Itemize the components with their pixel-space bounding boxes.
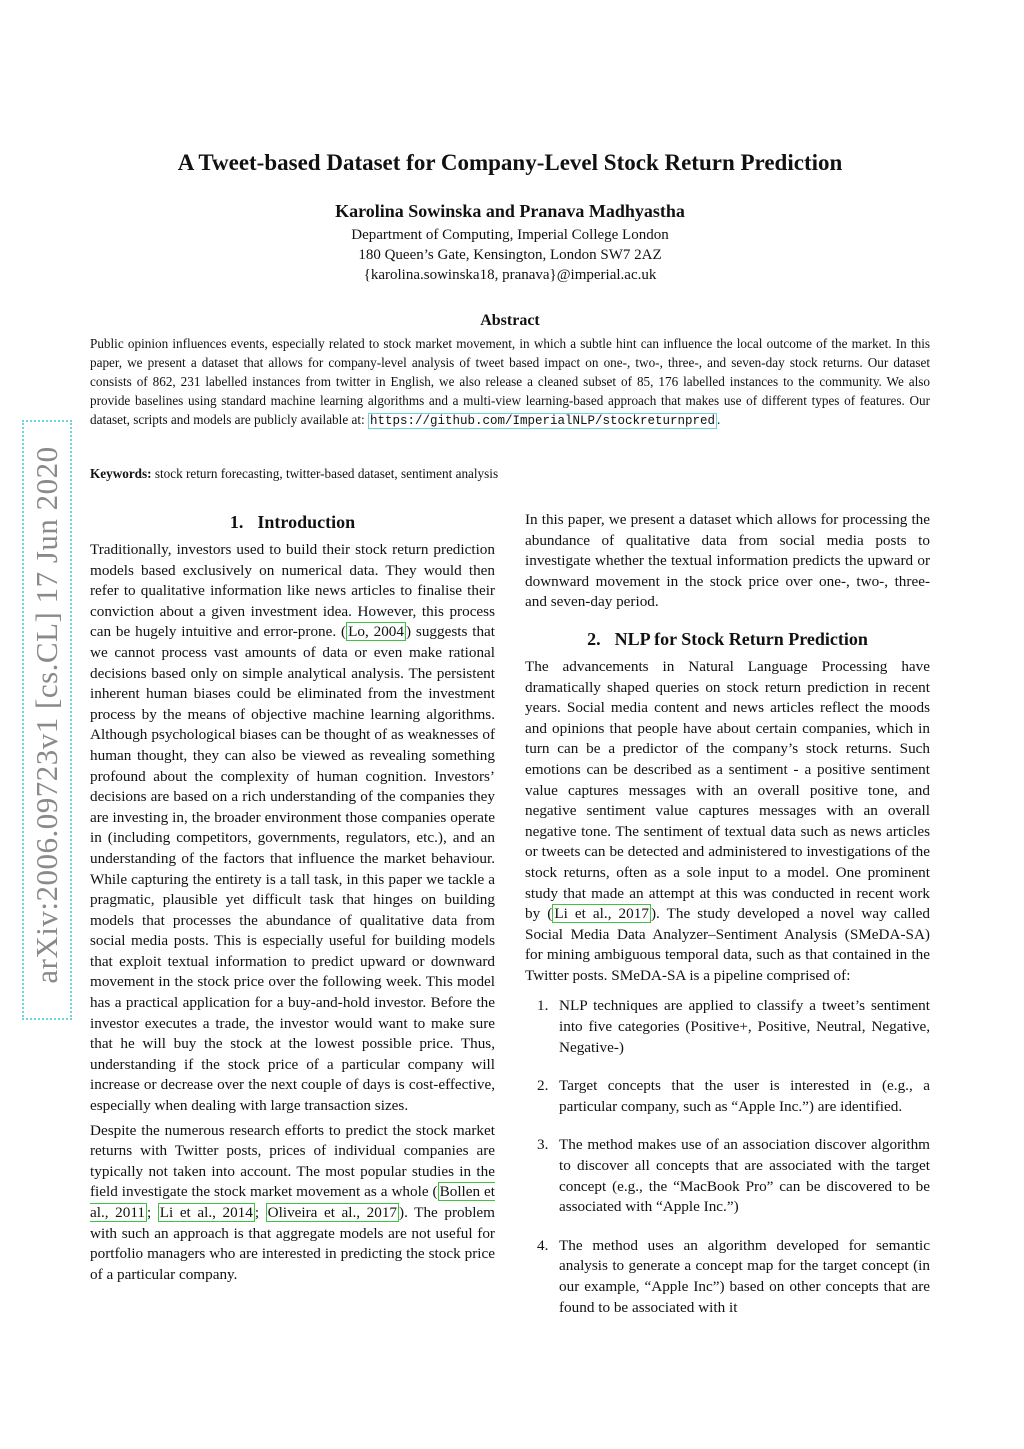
abstract-heading: Abstract	[480, 312, 540, 329]
keywords-label: Keywords:	[90, 466, 152, 481]
affiliation	[90, 225, 930, 285]
repo-link[interactable]: https://github.com/ImperialNLP/stockreturnpred	[369, 414, 716, 428]
list-text: The method uses an algorithm developed for semantic analysis to generate a concept map for the target concept (in our example, “Apple Inc”) based on other concepts that are found to be associated with it	[559, 1236, 930, 1316]
section-introduction-heading	[90, 510, 495, 534]
list-text: Target concepts that the user is interested in (e.g., a particular company, such as “Apple Inc.”) are identified.	[559, 1077, 930, 1115]
list-number: 3.	[537, 1136, 549, 1154]
abstract-end: .	[717, 412, 721, 427]
intro-paragraph-2	[90, 1121, 495, 1286]
list-number: 4.	[537, 1236, 549, 1254]
keywords-text: stock return forecasting, twitter-based dataset, sentiment analysis	[151, 466, 499, 481]
citation-link[interactable]: Lo, 2004	[348, 623, 404, 641]
affiliation-address: 180 Queen’s Gate, Kensington, London SW7 2AZ	[358, 247, 662, 263]
intro-paragraph-1	[90, 540, 495, 1117]
intro-continued-paragraph: In this paper, we present a dataset which allows for processing the abundance of qualitative data from social media posts to investigate whether the textual information predicts the upward or downward movement in the stock price over one-, two-, three- and seven-day period.	[525, 511, 930, 611]
citation-link[interactable]: Bollen et al., 2011	[90, 1183, 495, 1221]
paragraph-text: The advancements in Natural Language Processing have dramatically shaped queries on stock return prediction in recent years. Social media content and news articles reflect the moods and opinions that people have about certain companies, which in turn can be a predictor of the company’s stock returns. Such emotions can be described as a sentiment - a positive sentiment value captures messages with an overall positive tone, and negative sentiment value captures messages with an overall negative tone. The sentiment of textual data such as news articles or tweets can be detected and administered to investigations of the stock returns, often as a sole input to a model. One prominent study that made an attempt at this was conducted in recent work by (	[525, 657, 930, 923]
left-column	[90, 510, 495, 1289]
list-text: NLP techniques are applied to classify a tweet’s sentiment into five categories (Positive+, Positive, Neutral, Negative, Negative-)	[559, 997, 930, 1056]
section-number: 2.	[587, 628, 601, 649]
citation-separator: ;	[146, 1204, 158, 1221]
section-title: NLP for Stock Return Prediction	[614, 628, 868, 649]
section-nlp-heading	[525, 627, 930, 651]
paragraph-text: Traditionally, investors used to build their stock return prediction models based exclusively on numerical data. They would then refer to qualitative information like news articles to finalise their conviction about a given investment idea. However, this process can be hugely intuitive and error-prone. (	[90, 541, 495, 641]
list-item	[525, 1135, 930, 1217]
list-item	[525, 1076, 930, 1117]
smeda-steps-list	[525, 996, 930, 1318]
list-item	[525, 996, 930, 1058]
arxiv-identifier[interactable]: arXiv:2006.09723v1 [cs.CL] 17 Jun 2020	[29, 446, 64, 984]
citation-link[interactable]: Oliveira et al., 2017	[267, 1204, 398, 1221]
citation-link[interactable]: Li et al., 2017	[554, 905, 649, 923]
list-item	[525, 1236, 930, 1318]
nlp-paragraph	[525, 657, 930, 987]
affiliation-department: Department of Computing, Imperial College London	[351, 227, 669, 243]
right-column	[525, 510, 930, 1336]
list-number: 1.	[537, 997, 549, 1015]
section-number: 1.	[229, 512, 244, 532]
section-title: Introduction	[257, 512, 356, 532]
list-text: The method makes use of an association discover algorithm to discover all concepts that are associated with the target concept (e.g., the “MacBook Pro” can be discovered to be associated with “Apple Inc.”)	[559, 1136, 930, 1216]
paragraph-text: Despite the numerous research efforts to predict the stock market returns with Twitter posts, prices of individual companies are typically not taken into account. The most popular studies in the field investigate the stock market movement as a whole (	[90, 1121, 495, 1201]
paragraph-text: ) suggests that we cannot process vast amounts of data or even make rational decisions based only on simple analytical analysis. The persistent inherent human biases could be eliminated from the investment process by the means of objective machine learning algorithms. Although psychological biases can be thought of as weaknesses of human thought, they can also be viewed as revealing something profound about the complexity of human cognition. Investors’ decisions are based on a rich understanding of the companies they are investing in, the broader environment those companies operate in (including competitors, governments, regulators, etc.), and an understanding of the factors that influence the market behaviour. While capturing the entirety is a tall task, in this paper we tackle a pragmatic, plausible yet difficult task that hinges on building models that processes the abundance of qualitative data from social media posts. This is especially useful for building models that exploit textual information to predict upward or downward movement in the stock price over the following week. This model has a practical application for a buy-and-hold investor. Before the investor executes a trade, the investor would want to make sure that he will buy the stock at the lowest possible price. Thus, understanding if the stock price of a particular company will increase or decrease over the next couple of days is cost-effective, especially when dealing with large transaction sizes.	[90, 623, 496, 1115]
paragraph-text: ). The study developed a novel way called Social Media Data Analyzer–Sentiment Analysis (SMeDA-SA) for mining ambiguous temporal data, such as that contained in the Twitter posts. SMeDA-SA is a pipeline comprised of:	[525, 905, 930, 984]
keywords	[90, 466, 930, 482]
paper-title: A Tweet-based Dataset for Company-Level Stock Return Prediction	[177, 150, 843, 175]
abstract-body	[90, 334, 930, 431]
paragraph-text: ). The problem with such an approach is that aggregate models are not useful for portfolio managers who are interested in predicting the stock price of a particular company.	[90, 1204, 495, 1283]
list-number: 2.	[537, 1077, 549, 1095]
citation-link[interactable]: Li et al., 2014	[159, 1204, 253, 1221]
paper-authors: Karolina Sowinska and Pranava Madhyastha	[335, 201, 685, 221]
affiliation-email: {karolina.sowinska18, pranava}@imperial.ac.uk	[363, 267, 657, 283]
abstract-text: Public opinion influences events, especially related to stock market movement, in which a subtle hint can influence the local outcome of the market. In this paper, we present a dataset that allows for company-level analysis of tweet based impact on one-, two-, three-, and seven-day stock returns. Our dataset consists of 862, 231 labelled instances from twitter in English, we also release a cleaned subset of 85, 176 labelled instances to the community. We also provide baselines using standard machine learning algorithms and a multi-view learning-based approach that makes use of different types of features. Our dataset, scripts and models are publicly available at:	[90, 336, 930, 427]
citation-separator: ;	[254, 1204, 266, 1221]
